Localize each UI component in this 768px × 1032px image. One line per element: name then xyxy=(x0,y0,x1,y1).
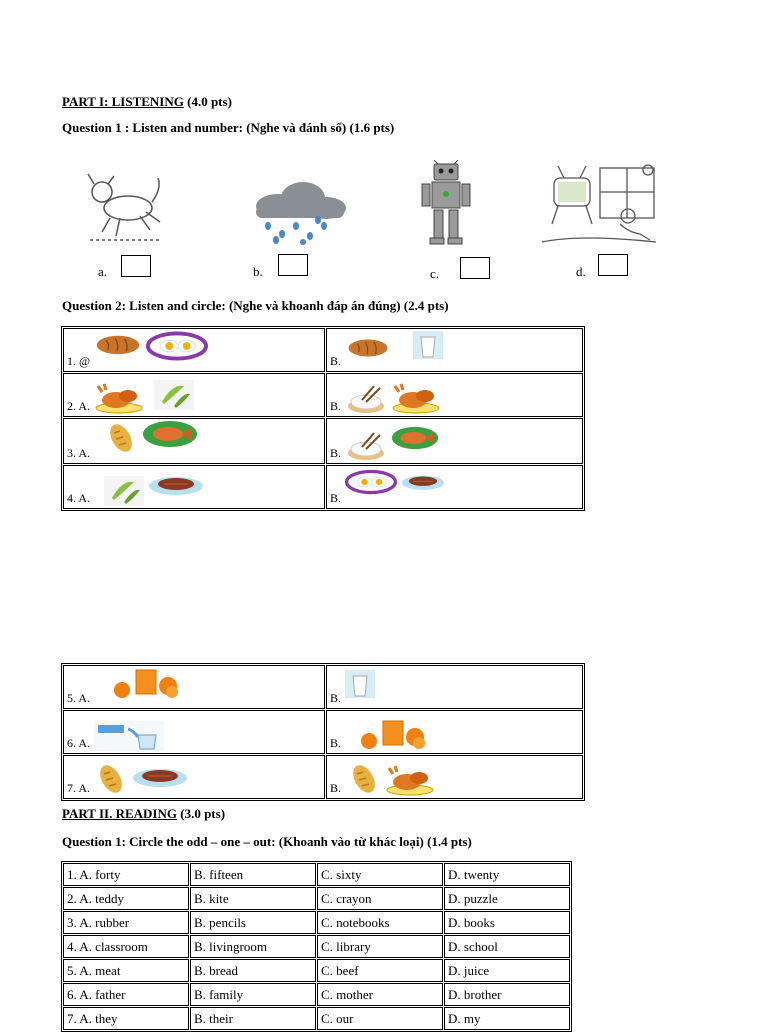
green-beans-icon xyxy=(104,476,144,506)
q2-row-5-b-label: B. xyxy=(330,691,342,705)
r1-row-1 xyxy=(63,863,570,886)
q2-row-6-option-b[interactable] xyxy=(326,710,583,754)
bread-roll-icon xyxy=(104,423,138,453)
r1-row-1-option-a[interactable]: 1. A. forty xyxy=(63,863,189,886)
q2-row-2 xyxy=(63,373,583,417)
r1-row-5-option-b[interactable]: B. bread xyxy=(190,959,316,982)
r1-row-5-option-a[interactable]: 5. A. meat xyxy=(63,959,189,982)
rice-bowl-icon xyxy=(345,431,387,461)
q1-label-d: d. xyxy=(576,264,586,279)
r1-row-3-option-a[interactable]: 3. A. rubber xyxy=(63,911,189,934)
q2-row-5-option-b[interactable] xyxy=(326,665,583,709)
q2-row-4 xyxy=(63,465,583,509)
r1-row-7-option-b[interactable]: B. their xyxy=(190,1007,316,1030)
q1-answer-box-b[interactable] xyxy=(278,254,308,276)
r1-row-5 xyxy=(63,959,570,982)
rain-cloud-icon xyxy=(248,180,348,245)
r1-row-3 xyxy=(63,911,570,934)
tv-room-icon xyxy=(540,162,658,247)
q2-row-3-a-label: 3. A. xyxy=(67,446,91,460)
q1-answer-box-d[interactable] xyxy=(598,254,628,276)
r1-row-1-option-c[interactable]: C. sixty xyxy=(317,863,443,886)
r1-row-6-option-c[interactable]: C. mother xyxy=(317,983,443,1006)
q2-row-7-a-label: 7. A. xyxy=(67,781,91,795)
r1-row-2 xyxy=(63,887,570,910)
milk-glass-icon xyxy=(413,331,443,359)
r1-row-2-option-d[interactable]: D. puzzle xyxy=(444,887,570,910)
q2-row-2-option-a[interactable] xyxy=(63,373,325,417)
green-beans-icon xyxy=(154,380,194,410)
q2-row-7-option-a[interactable] xyxy=(63,755,325,799)
q2-row-1-option-b[interactable] xyxy=(326,328,583,372)
part1-title: PART I: LISTENING xyxy=(62,94,184,109)
r1-title: Question 1: Circle the odd – one – out: (Khoanh vào từ khác loại) (1.4 pts) xyxy=(62,834,472,849)
q2-row-4-a-label: 4. A. xyxy=(67,491,91,505)
dog-icon xyxy=(80,170,170,245)
bread-roll-icon xyxy=(347,764,381,794)
q1-label-c: c. xyxy=(430,266,440,281)
bread-roll-icon xyxy=(94,764,128,794)
q2-row-3-option-a[interactable] xyxy=(63,418,325,464)
q2-row-4-option-a[interactable] xyxy=(63,465,325,509)
r1-row-5-option-d[interactable]: D. juice xyxy=(444,959,570,982)
q2-title: Question 2: Listen and circle: (Nghe và khoanh đáp án đúng) (2.4 pts) xyxy=(62,298,449,313)
q1-label-a: a. xyxy=(98,264,108,279)
r1-table xyxy=(61,861,572,1032)
part2-title: PART II. READING xyxy=(62,806,177,821)
q2-row-7-option-b[interactable] xyxy=(326,755,583,799)
q2-row-1-option-a[interactable] xyxy=(63,328,325,372)
r1-row-2-option-c[interactable]: C. crayon xyxy=(317,887,443,910)
part1-points: (4.0 pts) xyxy=(183,94,232,109)
q2-table-1 xyxy=(61,326,585,511)
robot-icon xyxy=(420,160,472,245)
q2-row-5-a-label: 5. A. xyxy=(67,691,91,705)
orange-juice-icon xyxy=(106,668,182,698)
q2-row-6-option-a[interactable] xyxy=(63,710,325,754)
water-glass-icon xyxy=(94,721,164,751)
q1-title: Question 1 : Listen and number: (Nghe và đánh số) (1.6 pts) xyxy=(62,120,395,135)
q2-row-2-option-b[interactable] xyxy=(326,373,583,417)
r1-row-4 xyxy=(63,935,570,958)
bread-icon xyxy=(345,337,391,359)
steak-plate-icon xyxy=(401,472,445,492)
q2-row-6-b-label: B. xyxy=(330,736,342,750)
bread-icon xyxy=(94,333,142,357)
part1-heading xyxy=(62,94,232,110)
fried-egg-icon xyxy=(345,468,397,496)
roast-chicken-icon xyxy=(94,382,144,414)
r1-row-6-option-a[interactable]: 6. A. father xyxy=(63,983,189,1006)
q2-row-6 xyxy=(63,710,583,754)
q2-table-2 xyxy=(61,663,585,801)
r1-row-1-option-b[interactable]: B. fifteen xyxy=(190,863,316,886)
q1-answer-box-c[interactable] xyxy=(460,257,490,279)
q2-row-5 xyxy=(63,665,583,709)
q2-row-3-option-b[interactable] xyxy=(326,418,583,464)
fish-plate-icon xyxy=(142,419,198,449)
q2-row-6-a-label: 6. A. xyxy=(67,736,91,750)
steak-plate-icon xyxy=(148,474,204,496)
r1-row-4-option-d[interactable]: D. school xyxy=(444,935,570,958)
milk-glass-icon xyxy=(345,670,375,698)
q2-row-7 xyxy=(63,755,583,799)
r1-row-2-option-b[interactable]: B. kite xyxy=(190,887,316,910)
roast-chicken-icon xyxy=(391,382,441,414)
r1-row-7-option-c[interactable]: C. our xyxy=(317,1007,443,1030)
orange-juice-icon xyxy=(353,719,429,749)
r1-row-6-option-b[interactable]: B. family xyxy=(190,983,316,1006)
part2-points: (3.0 pts) xyxy=(177,806,226,821)
rice-bowl-icon xyxy=(345,384,387,414)
r1-row-2-option-a[interactable]: 2. A. teddy xyxy=(63,887,189,910)
q2-row-3 xyxy=(63,418,583,464)
q2-row-7-b-label: B. xyxy=(330,781,342,795)
part2-heading xyxy=(62,806,225,822)
r1-row-7-option-a[interactable]: 7. A. they xyxy=(63,1007,189,1030)
r1-row-7-option-d[interactable]: D. my xyxy=(444,1007,570,1030)
fish-plate-icon xyxy=(391,425,439,451)
r1-row-1-option-d[interactable]: D. twenty xyxy=(444,863,570,886)
q2-row-2-b-label: B. xyxy=(330,399,342,413)
q2-row-3-b-label: B. xyxy=(330,446,342,460)
steak-plate-icon xyxy=(132,766,188,788)
q2-row-4-b-label: B. xyxy=(330,491,342,505)
roast-chicken-icon xyxy=(385,764,435,796)
r1-row-4-option-b[interactable]: B. livingroom xyxy=(190,935,316,958)
r1-row-7 xyxy=(63,1007,570,1030)
q2-row-5-option-a[interactable] xyxy=(63,665,325,709)
r1-row-3-option-d[interactable]: D. books xyxy=(444,911,570,934)
r1-row-6 xyxy=(63,983,570,1006)
q2-row-1-b-label: B. xyxy=(330,354,342,368)
q2-row-4-option-b[interactable] xyxy=(326,465,583,509)
q2-row-1 xyxy=(63,328,583,372)
r1-row-4-option-a[interactable]: 4. A. classroom xyxy=(63,935,189,958)
q1-label-b: b. xyxy=(253,264,263,279)
q2-row-2-a-label: 2. A. xyxy=(67,399,91,413)
q2-row-1-a-label: 1. @ xyxy=(67,354,91,368)
r1-row-5-option-c[interactable]: C. beef xyxy=(317,959,443,982)
r1-row-3-option-c[interactable]: C. notebooks xyxy=(317,911,443,934)
r1-row-4-option-c[interactable]: C. library xyxy=(317,935,443,958)
r1-row-3-option-b[interactable]: B. pencils xyxy=(190,911,316,934)
q1-answer-box-a[interactable] xyxy=(121,255,151,277)
r1-row-6-option-d[interactable]: D. brother xyxy=(444,983,570,1006)
fried-egg-icon xyxy=(146,331,208,361)
